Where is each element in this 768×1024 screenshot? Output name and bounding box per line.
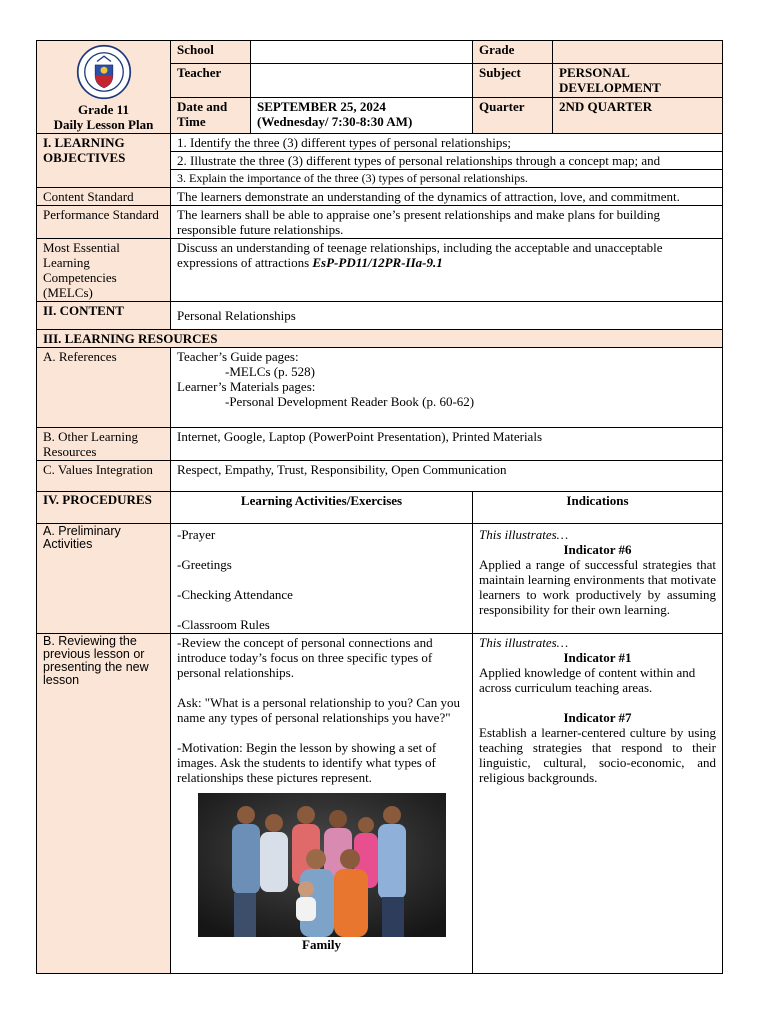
procedures-label: IV. PROCEDURES xyxy=(37,492,171,524)
activity-item: -Prayer xyxy=(177,527,216,542)
date-value xyxy=(251,98,473,134)
references-text xyxy=(171,348,723,428)
activities-header: Learning Activities/Exercises xyxy=(171,492,473,524)
reviewing-label: B. Reviewing the previous lesson or presenting the new lesson xyxy=(37,634,171,974)
objectives-label: I. LEARNING OBJECTIVES xyxy=(37,134,171,188)
teacher-label: Teacher xyxy=(171,63,251,97)
tg-item: -MELCs (p. 528) xyxy=(225,364,315,379)
reviewing-indications xyxy=(473,634,723,974)
grade-value xyxy=(553,41,723,64)
school-logo-cell xyxy=(37,41,171,134)
deped-seal-icon xyxy=(72,44,136,100)
school-label: School xyxy=(171,41,251,64)
photo-caption: Family xyxy=(302,937,341,952)
melcs-code: EsP-PD11/12PR-IIa-9.1 xyxy=(312,255,443,270)
other-resources-text: Internet, Google, Laptop (PowerPoint Presentation), Printed Materials xyxy=(171,428,723,461)
indicator-text: Establish a learner-centered culture by using teaching strategies that respond to their linguistic, cultural, socio-economic, and religious backgrounds. xyxy=(479,725,716,785)
activity-item: -Classroom Rules xyxy=(177,617,270,632)
melcs-description: Discuss an understanding of teenage relationships, including the acceptable and unacceptable expressions of attractions xyxy=(177,240,663,270)
ask-paragraph: Ask: "What is a personal relationship to you? Can you name any types of personal relationships you have?" xyxy=(177,695,460,725)
indicator-title: Indicator #6 xyxy=(563,542,632,557)
reviewing-activities xyxy=(171,634,473,974)
date-line: SEPTEMBER 25, 2024 xyxy=(257,99,386,115)
content-standard-text: The learners demonstrate an understanding of the dynamics of attraction, love, and commitment. xyxy=(171,188,723,206)
indications-header: Indications xyxy=(473,492,723,524)
preliminary-label: A. Preliminary Activities xyxy=(37,524,171,634)
teacher-value xyxy=(251,63,473,97)
lm-label: Learner’s Materials pages: xyxy=(177,379,316,394)
date-label: Date and Time xyxy=(171,98,251,134)
review-paragraph: -Review the concept of personal connections and introduce today’s focus on three specific types of personal relationships. xyxy=(177,635,433,680)
illustrates-text: This illustrates… xyxy=(479,527,569,542)
lm-item: -Personal Development Reader Book (p. 60-62) xyxy=(225,394,475,409)
resources-label: III. LEARNING RESOURCES xyxy=(37,330,723,348)
performance-standard-text: The learners shall be able to appraise one’s present relationships and make plans for building responsible future relationships. xyxy=(171,206,723,239)
activity-item: -Checking Attendance xyxy=(177,587,293,602)
melcs-text xyxy=(171,239,723,302)
references-label: A. References xyxy=(37,348,171,428)
indicator-title: Indicator #1 xyxy=(563,650,632,665)
grade-title: Grade 11 xyxy=(78,102,129,117)
indicator-text: Applied knowledge of content within and across curriculum teaching areas. xyxy=(479,665,696,695)
values-label: C. Values Integration xyxy=(37,461,171,492)
melcs-label: Most Essential Learning Competencies (MELCs) xyxy=(37,239,171,302)
subject-label: Subject xyxy=(473,63,553,97)
content-text: Personal Relationships xyxy=(171,302,723,330)
grade-label: Grade xyxy=(473,41,553,64)
subject-value: PERSONAL DEVELOPMENT xyxy=(553,63,723,97)
time-line: (Wednesday/ 7:30-8:30 AM) xyxy=(257,114,413,130)
values-text: Respect, Empathy, Trust, Responsibility, Open Communication xyxy=(171,461,723,492)
other-resources-label: B. Other Learning Resources xyxy=(37,428,171,461)
motivation-paragraph: -Motivation: Begin the lesson by showing a set of images. Ask the students to identify what types of relationships these pictures represent. xyxy=(177,740,437,785)
plan-title: Daily Lesson Plan xyxy=(53,117,154,132)
content-standard-label: Content Standard xyxy=(37,188,171,206)
quarter-value: 2ND QUARTER xyxy=(553,98,723,134)
objective-item: 2. Illustrate the three (3) different types of personal relationships through a concept map; and xyxy=(171,152,723,170)
indicator-title: Indicator #7 xyxy=(563,710,632,725)
tg-label: Teacher’s Guide pages: xyxy=(177,349,299,364)
family-photo xyxy=(198,793,446,937)
activity-item: -Greetings xyxy=(177,557,232,572)
preliminary-indications xyxy=(473,524,723,634)
school-value xyxy=(251,41,473,64)
content-label: II. CONTENT xyxy=(37,302,171,330)
quarter-label: Quarter xyxy=(473,98,553,134)
objective-item: 1. Identify the three (3) different types of personal relationships; xyxy=(171,134,723,152)
objective-item: 3. Explain the importance of the three (3) types of personal relationships. xyxy=(171,170,723,188)
indicator-text: Applied a range of successful strategies that maintain learning environments that motivate learners to work productively by assuming responsibility for their own learning. xyxy=(479,557,716,617)
performance-standard-label: Performance Standard xyxy=(37,206,171,239)
lesson-plan-table xyxy=(36,40,723,974)
illustrates-text: This illustrates… xyxy=(479,635,569,650)
preliminary-activities xyxy=(171,524,473,634)
